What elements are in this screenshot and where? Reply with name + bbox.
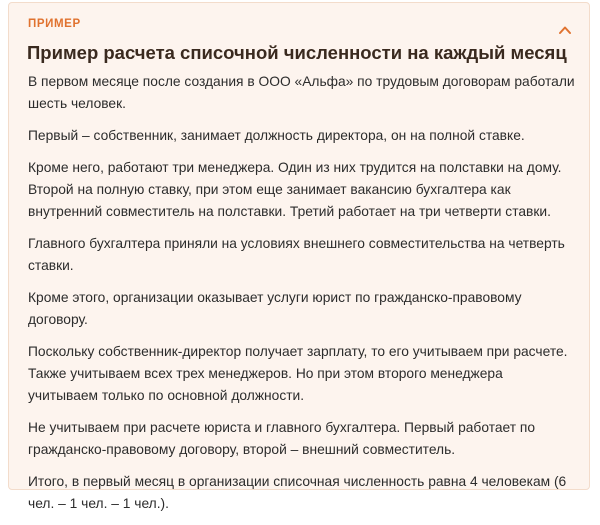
paragraph: В первом месяце после создания в ООО «Альфа» по трудовым договорам работали шесть человек. xyxy=(28,74,575,111)
paragraph: Главного бухгалтера приняли на условиях внешнего совместительства на четверть ставки. xyxy=(28,236,565,273)
paragraph: Первый – собственник, занимает должность директора, он на полной ставке. xyxy=(28,128,525,143)
paragraph: Кроме этого, организации оказывает услуги юрист по гражданско-правовому договору. xyxy=(28,290,522,327)
chevron-up-icon xyxy=(558,23,572,37)
example-label: ПРИМЕР xyxy=(28,18,81,30)
paragraph: Поскольку собственник-директор получает зарплату, то его учитываем при расчете. Также учитываем всех трех менеджеров. Но при этом второго менеджера учитываем только по основной должности. xyxy=(28,344,568,403)
paragraph: Итого, в первый месяц в организации списочная численность равна 4 человекам (6 чел. – 1 чел. – 1 чел.). xyxy=(28,474,567,511)
paragraph: Кроме него, работают три менеджера. Один из них трудится на полставки на дому. Второй на полную ставку, при этом еще занимает вакансию бухгалтера как внутренний совместитель на полставки. Третий работает на три четверти ставки. xyxy=(28,160,562,219)
example-body xyxy=(28,71,576,525)
collapse-toggle-button[interactable] xyxy=(558,23,572,37)
example-card xyxy=(8,2,590,511)
example-title: Пример расчета списочной численности на каждый месяц xyxy=(27,42,567,63)
paragraph: Не учитываем при расчете юриста и главного бухгалтера. Первый работает по гражданско-правовому договору, второй – внешний совместитель. xyxy=(28,420,536,457)
